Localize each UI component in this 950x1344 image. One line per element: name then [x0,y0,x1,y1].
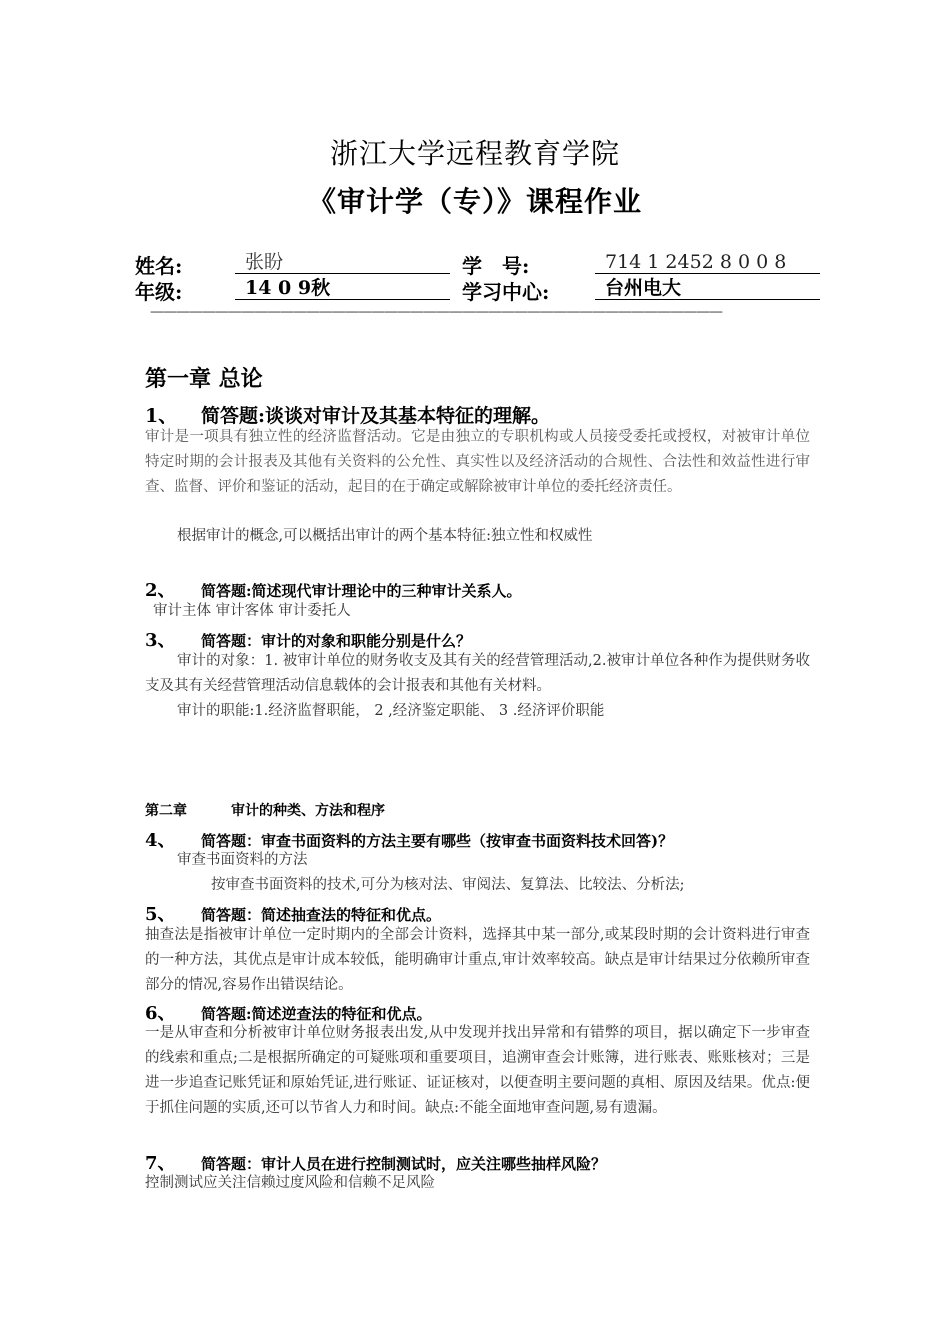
answer-2-paragraph-1: 审计主体 审计客体 审计委托人 [153,603,351,619]
question-number: 2、 [145,580,176,601]
answer-4-paragraph-2: 按审查书面资料的技术,可分为核对法、审阅法、复算法、比较法、分析法; [211,877,685,893]
name-label: 姓名: [135,254,183,278]
question-text: 简答题：审计人员在进行控制测试时，应关注哪些抽样风险？ [201,1155,607,1173]
question-number: 6、 [145,1003,176,1024]
chapter1-title: 第一章 总论 [145,366,263,392]
chapter2-title [145,800,385,820]
answer-3-paragraph-1: 审计的对象：1. 被审计单位的财务收支及其有关的经营管理活动,2.被审计单位各种作为提供财务收支及其有关经营管理活动信息载体的会计报表和其他有关材料。 [145,653,810,694]
study-center-label: 学习中心: [462,280,550,304]
question-text: 简答题：审计的对象和职能分别是什么？ [201,632,472,650]
chapter2-number: 第二章 [145,803,187,819]
question-text: 简答题:简述逆查法的特征和优点。 [201,1005,432,1023]
question-1 [145,401,550,428]
question-number: 1、 [145,405,178,427]
question-text: 简答题:谈谈对审计及其基本特征的理解。 [201,405,551,427]
student-id-label: 学 号: [462,254,530,278]
name-value: 张盼 [235,250,450,274]
answer-3-paragraph-2: 审计的职能:1.经济监督职能， 2 ,经济鉴定职能、 3 .经济评价职能 [177,703,605,719]
student-id-value: 714 1 2452 8 0 0 8 [595,250,820,274]
question-text: 简答题：审查书面资料的方法主要有哪些（按审查书面资料技术回答)？ [201,832,674,850]
question-number: 7、 [145,1153,176,1174]
grade-label: 年级: [135,280,183,304]
answer-1-paragraph-1: 审计是一项具有独立性的经济监督活动。它是由独立的专职机构或人员接受委托或授权，对被审计单位特定时期的会计报表及其他有关资料的公允性、真实性以及经济活动的合规性、合法性和效益性进行审查、监督、评价和鉴证的活动，起目的在于确定或解除被审计单位的委托经济责任。 [145,429,810,495]
answer-1-paragraph-2: 根据审计的概念,可以概括出审计的两个基本特征:独立性和权威性 [177,528,593,544]
question-number: 3、 [145,630,176,651]
separator-line: ———————————————————————————————————————————— [150,304,722,320]
answer-4-paragraph-1: 审查书面资料的方法 [177,852,308,868]
answer-7-paragraph-1: 控制测试应关注信赖过度风险和信赖不足风险 [145,1175,435,1191]
answer-5-paragraph-1: 抽查法是指被审计单位一定时期内的全部会计资料，选择其中某一部分,或某段时期的会计资料进行审查的一种方法，其优点是审计成本较低，能明确审计重点,审计效率较高。缺点是审计结果过分依赖所审查部分的情况,容易作出错误结论。 [145,927,810,993]
question-number: 5、 [145,904,176,925]
institution-title: 浙江大学远程教育学院 [329,137,620,170]
question-text: 简答题：简述抽查法的特征和优点。 [201,906,442,924]
course-title: 《审计学（专）》课程作业 [307,185,642,218]
question-number: 4、 [145,830,176,851]
study-center-value: 台州电大 [595,276,820,300]
answer-6-paragraph-1: 一是从审查和分析被审计单位财务报表出发,从中发现并找出异常和有错弊的项目，据以确定下一步审查的线索和重点;二是根据所确定的可疑账项和重要项目，追溯审查会计账簿，进行账表、账账核对；三是进一步追查记账凭证和原始凭证,进行账证、证证核对，以便查明主要问题的真相、原因及结果。优点:便于抓住问题的实质,还可以节省人力和时间。缺点:不能全面地审查问题,易有遗漏。 [145,1025,810,1116]
grade-value: 14 0 9秋 [235,276,450,300]
question-text: 简答题:简述现代审计理论中的三种审计关系人。 [201,582,522,600]
chapter2-name: 审计的种类、方法和程序 [231,803,385,819]
